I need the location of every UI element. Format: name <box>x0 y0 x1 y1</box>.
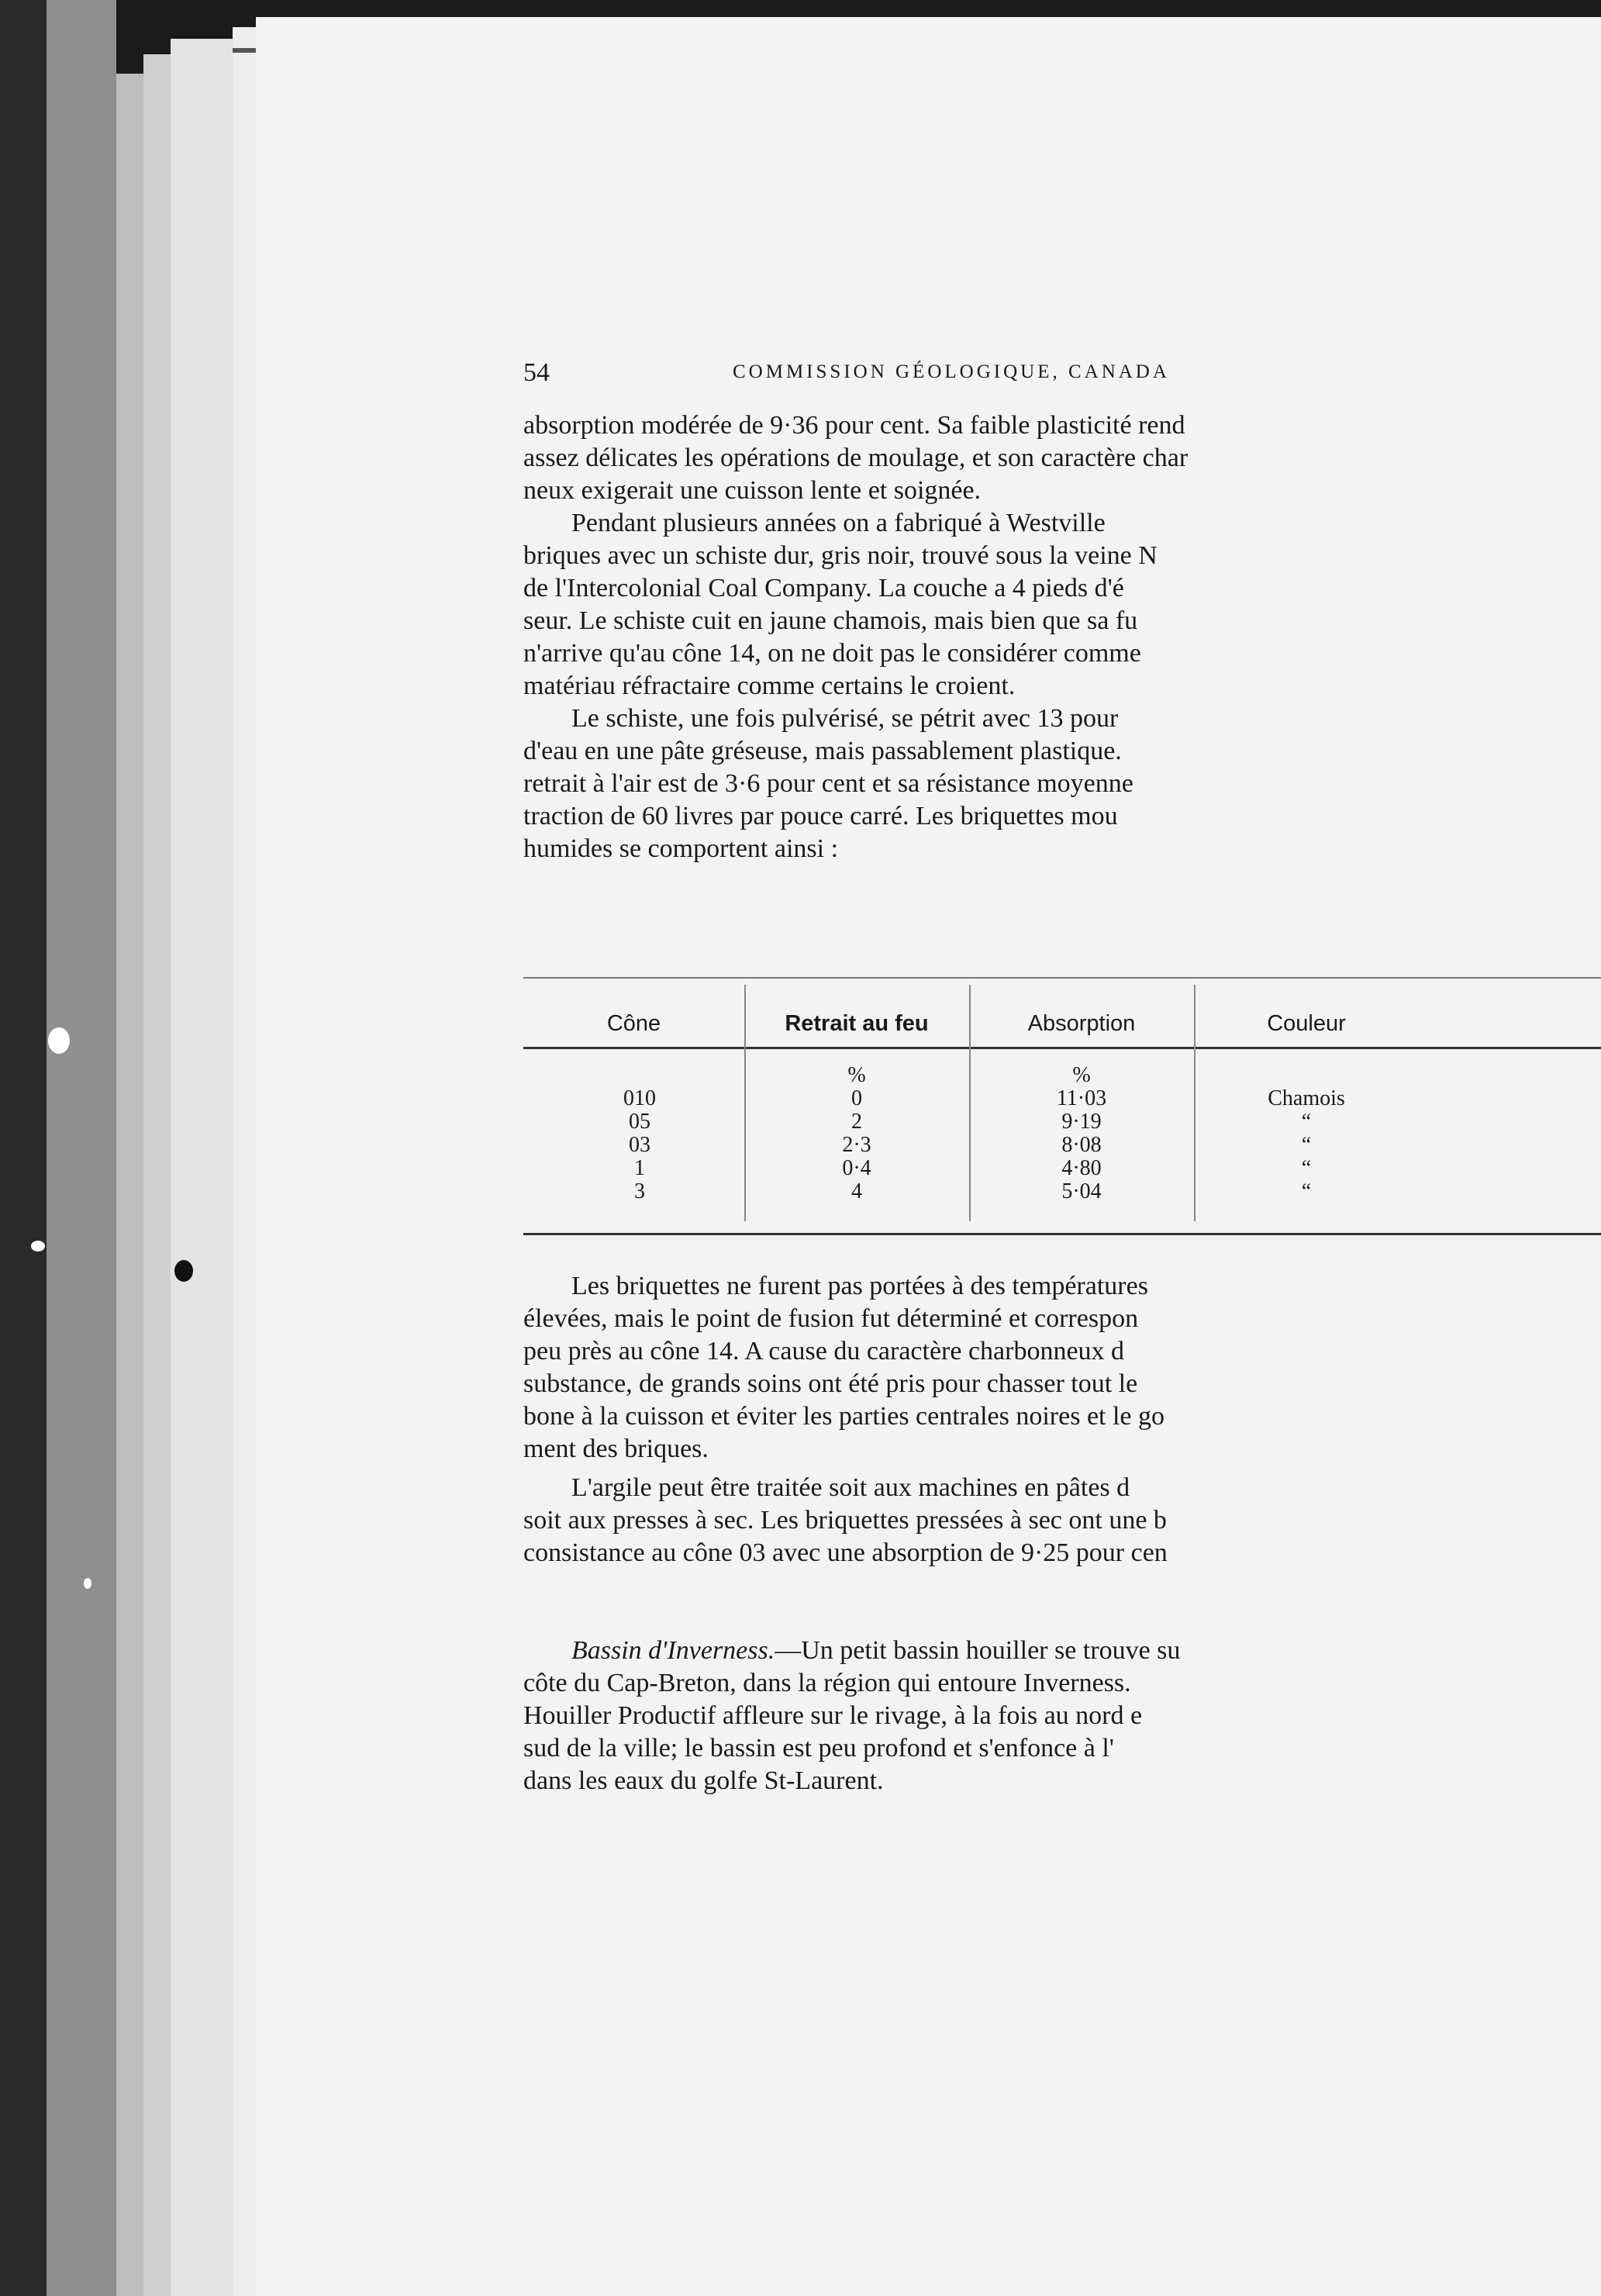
table-cell: 0 <box>851 1086 862 1110</box>
column-header-absorption: Absorption <box>1027 1011 1136 1036</box>
table-cell: 8·08 <box>1061 1133 1102 1157</box>
table-unit <box>1209 1064 1403 1087</box>
table-cell: 2 <box>851 1110 862 1134</box>
text-line: Houiller Productif affleure sur le rivage, à la fois au nord e <box>523 1701 1143 1730</box>
table-unit: % <box>1072 1063 1091 1087</box>
table-cell: 05 <box>629 1110 650 1134</box>
text-line: matériau réfractaire comme certains le croient. <box>523 672 1016 700</box>
text-line: de l'Intercolonial Coal Company. La couche a 4 pieds d'é <box>523 574 1124 602</box>
page-number: 54 <box>523 358 550 387</box>
text-line: sud de la ville; le bassin est peu profond et s'enfonce à l' <box>523 1734 1114 1763</box>
table-cell: “ <box>1301 1110 1312 1134</box>
table-header-rule <box>523 1047 1601 1049</box>
table-cell: 3 <box>634 1179 645 1203</box>
scan-speck <box>84 1578 91 1589</box>
text-line: Pendant plusieurs années on a fabriqué à Westville <box>571 509 1106 537</box>
column-header-color: Couleur <box>1267 1011 1346 1036</box>
column-header-cone: Cône <box>606 1011 661 1036</box>
text-line: traction de 60 livres par pouce carré. Les briquettes mou <box>523 802 1118 830</box>
table-cell: 11·03 <box>1056 1086 1107 1110</box>
text-line: Les briquettes ne furent pas portées à des températures <box>571 1272 1148 1300</box>
table-cell: “ <box>1301 1133 1312 1157</box>
table-cell: 4·80 <box>1061 1156 1102 1180</box>
table-bottom-rule <box>523 1233 1601 1235</box>
table-cell: 2·3 <box>842 1133 871 1157</box>
text-fragment: —Un petit bassin houiller se trouve su <box>775 1636 1181 1665</box>
table-cell: 4 <box>851 1179 862 1203</box>
column-cone <box>570 1064 709 1203</box>
text-line: substance, de grands soins ont été pris pour chasser tout le <box>523 1369 1138 1398</box>
text-line: Le schiste, une fois pulvérisé, se pétrit avec 13 pour <box>571 704 1119 733</box>
text-line: d'eau en une pâte gréseuse, mais passablement plastique. <box>523 737 1122 765</box>
body-text-bottom <box>523 1635 1601 1797</box>
table-cell: 03 <box>629 1133 650 1157</box>
scan-speck <box>174 1260 193 1282</box>
text-line: peu près au cône 14. A cause du caractère charbonneux d <box>523 1337 1125 1366</box>
text-line: L'argile peut être traitée soit aux machines en pâtes d <box>571 1473 1130 1502</box>
table-cell: Chamois <box>1268 1086 1345 1110</box>
text-line: retrait à l'air est de 3·6 pour cent et sa résistance moyenne <box>523 769 1133 798</box>
text-line: briques avec un schiste dur, gris noir, trouvé sous la veine N <box>523 541 1158 570</box>
scan-speck <box>31 1241 45 1252</box>
table-top-rule <box>523 977 1601 979</box>
table-cell: “ <box>1301 1179 1312 1203</box>
text-line: dans les eaux du golfe St-Laurent. <box>523 1766 884 1795</box>
running-head: COMMISSION GÉOLOGIQUE, CANADA <box>733 361 1170 382</box>
text-line: consistance au cône 03 avec une absorption de 9·25 pour cen <box>523 1538 1168 1567</box>
page-header <box>523 358 1601 389</box>
text-line: absorption modérée de 9·36 pour cent. Sa faible plasticité rend <box>523 411 1185 440</box>
column-color <box>1209 1064 1403 1203</box>
table-cell: 5·04 <box>1061 1179 1102 1203</box>
body-text-top <box>523 409 1601 865</box>
text-line: ment des briques. <box>523 1435 709 1463</box>
text-line: assez délicates les opérations de moulage, et son caractère char <box>523 444 1189 472</box>
text-line: neux exigerait une cuisson lente et soignée. <box>523 476 982 505</box>
table-cell: “ <box>1301 1156 1312 1180</box>
column-header-shrinkage: Retrait au feu <box>785 1011 929 1036</box>
text-line: n'arrive qu'au cône 14, on ne doit pas le considérer comme <box>523 639 1141 668</box>
table-cell: 1 <box>634 1156 645 1180</box>
text-line: seur. Le schiste cuit en jaune chamois, mais bien que sa fu <box>523 606 1138 635</box>
column-shrinkage <box>783 1064 930 1203</box>
table-cell: 0·4 <box>842 1156 871 1180</box>
scan-speck <box>48 1027 70 1054</box>
table-unit <box>570 1064 709 1087</box>
text-line <box>523 1635 1601 1667</box>
text-line: bone à la cuisson et éviter les parties centrales noires et le go <box>523 1402 1165 1431</box>
text-line: élevées, mais le point de fusion fut déterminé et correspon <box>523 1304 1139 1333</box>
table-unit: % <box>847 1063 866 1087</box>
table-cell: 010 <box>623 1086 656 1110</box>
scan-gray-strip <box>47 0 116 2296</box>
text-line: côte du Cap-Breton, dans la région qui entoure Inverness. <box>523 1669 1131 1697</box>
page-content <box>523 0 1601 2296</box>
body-text-middle <box>523 1270 1601 1569</box>
column-absorption <box>1008 1064 1155 1203</box>
text-line: soit aux presses à sec. Les briquettes pressées à sec ont une b <box>523 1506 1167 1535</box>
table-cell: 9·19 <box>1061 1110 1102 1134</box>
section-lead: Bassin d'Inverness. <box>571 1636 775 1665</box>
text-line: humides se comportent ainsi : <box>523 834 839 863</box>
